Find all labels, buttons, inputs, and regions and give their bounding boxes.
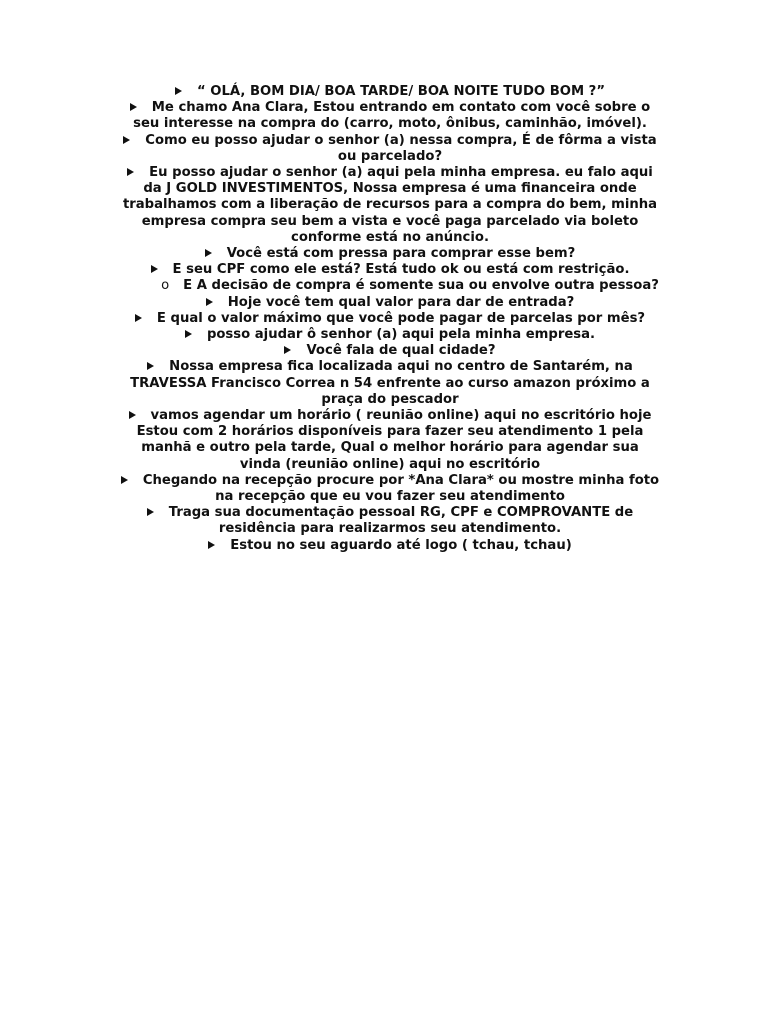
list-item-text: E qual o valor máximo que você pode pagar de parcelas por mês? xyxy=(156,310,646,326)
list-item xyxy=(120,327,660,343)
arrow-bullet-icon xyxy=(208,538,230,554)
list-item xyxy=(120,408,660,473)
list-item xyxy=(120,84,660,100)
list-item xyxy=(120,311,660,327)
list-item-text: Nossa empresa fica localizada aqui no centro de Santarém, na TRAVESSA Francisco Correa n 54 enfrente ao curso amazon próximo a praça do pescador xyxy=(130,359,650,407)
list-item-text: E seu CPF como ele está? Está tudo ok ou está com restrição. xyxy=(172,262,630,278)
list-item xyxy=(120,246,660,262)
list-item xyxy=(120,100,660,132)
list-item xyxy=(120,359,660,408)
list-item-text: Eu posso ajudar o senhor (a) aqui pela minha empresa. eu falo aqui da J GOLD INVESTIMENTOS, Nossa empresa é uma financeira onde trabalhamos com a liberação de recursos para a compra do bem, minha empresa compra seu bem a vista e você paga parcelado via boleto conforme está no anúncio. xyxy=(122,165,658,245)
list-item-text: “ OLÁ, BOM DIA/ BOA TARDE/ BOA NOITE TUDO BOM ?” xyxy=(197,84,605,99)
list-item xyxy=(120,278,660,294)
sales-script xyxy=(120,84,660,554)
list-item xyxy=(120,343,660,359)
arrow-bullet-icon xyxy=(121,473,143,489)
list-item-text: vamos agendar um horário ( reunião online) aqui no escritório hoje Estou com 2 horários disponíveis para fazer seu atendimento 1 pela manhã e outro pela tarde, Qual o melhor horário para agendar sua vinda (reunião online) aqui no escritório xyxy=(136,408,652,472)
list-item-text: Você está com pressa para comprar esse bem? xyxy=(226,246,576,262)
arrow-bullet-icon xyxy=(129,408,151,424)
arrow-bullet-icon xyxy=(205,246,227,262)
arrow-bullet-icon xyxy=(185,327,207,343)
list-item-text: Traga sua documentação pessoal RG, CPF e COMPROVANTE de residência para realizarmos seu atendimento. xyxy=(168,505,634,537)
circle-bullet-icon: o xyxy=(161,278,170,294)
list-item-text: posso ajudar ô senhor (a) aqui pela minha empresa. xyxy=(206,327,596,343)
list-item xyxy=(120,295,660,311)
list-item xyxy=(120,165,660,246)
list-item-text: Como eu posso ajudar o senhor (a) nessa compra, É de fôrma a vista ou parcelado? xyxy=(145,132,657,164)
arrow-bullet-icon xyxy=(284,343,306,359)
arrow-bullet-icon xyxy=(135,311,157,327)
arrow-bullet-icon xyxy=(130,100,152,116)
arrow-bullet-icon xyxy=(175,84,197,100)
list-item-text: E A decisão de compra é somente sua ou envolve outra pessoa? xyxy=(183,278,659,294)
list-item xyxy=(120,262,660,278)
list-item xyxy=(120,473,660,505)
arrow-bullet-icon xyxy=(206,295,228,311)
arrow-bullet-icon xyxy=(123,133,145,149)
arrow-bullet-icon xyxy=(147,505,169,521)
list-item-text: Você fala de qual cidade? xyxy=(306,343,496,359)
list-item xyxy=(120,505,660,537)
arrow-bullet-icon xyxy=(151,262,173,278)
list-item xyxy=(120,133,660,165)
arrow-bullet-icon xyxy=(147,359,169,375)
list-item xyxy=(120,538,660,554)
list-item-text: Chegando na recepção procure por *Ana Clara* ou mostre minha foto na recepção que eu vou fazer seu atendimento xyxy=(142,472,660,505)
list-item-text: Estou no seu aguardo até logo ( tchau, tchau) xyxy=(230,537,572,553)
list-item-text: Hoje você tem qual valor para dar de entrada? xyxy=(227,294,575,310)
arrow-bullet-icon xyxy=(127,165,149,181)
list-item-text: Me chamo Ana Clara, Estou entrando em contato com você sobre o seu interesse na compra do (carro, moto, ônibus, caminhão, imóvel). xyxy=(133,100,651,132)
